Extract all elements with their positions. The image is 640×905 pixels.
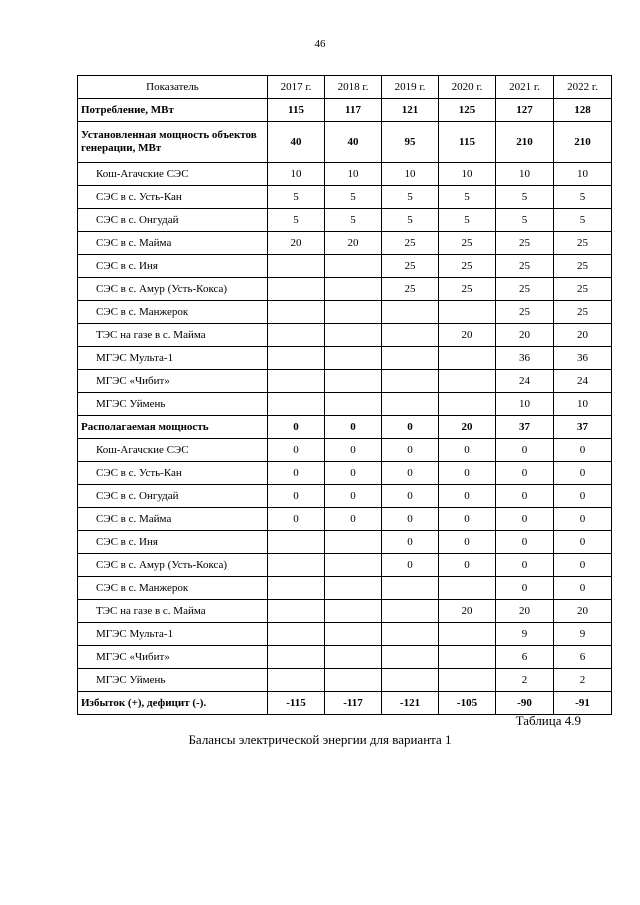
table-header-row	[78, 76, 612, 99]
value-cell: -121	[382, 692, 439, 715]
value-cell	[268, 347, 325, 370]
value-cell: 10	[554, 393, 612, 416]
value-cell	[325, 393, 382, 416]
value-cell: 25	[382, 278, 439, 301]
value-cell: 37	[496, 416, 554, 439]
row-label: СЭС в с. Амур (Усть-Кокса)	[78, 554, 268, 577]
row-label: СЭС в с. Манжерок	[78, 301, 268, 324]
value-cell	[325, 347, 382, 370]
value-cell: 10	[439, 163, 496, 186]
value-cell: 0	[325, 439, 382, 462]
value-cell: 25	[382, 255, 439, 278]
value-cell: 10	[382, 163, 439, 186]
value-cell: 20	[496, 600, 554, 623]
value-cell	[439, 669, 496, 692]
value-cell	[439, 393, 496, 416]
header-year: 2018 г.	[325, 76, 382, 99]
value-cell	[382, 669, 439, 692]
value-cell	[382, 600, 439, 623]
value-cell: 0	[268, 416, 325, 439]
value-cell: 5	[382, 209, 439, 232]
value-cell	[382, 577, 439, 600]
value-cell	[268, 669, 325, 692]
table-row	[78, 209, 612, 232]
header-year: 2020 г.	[439, 76, 496, 99]
value-cell: -105	[439, 692, 496, 715]
value-cell: 25	[496, 301, 554, 324]
row-label: СЭС в с. Усть-Кан	[78, 462, 268, 485]
value-cell: 2	[554, 669, 612, 692]
value-cell	[382, 347, 439, 370]
value-cell: 36	[554, 347, 612, 370]
value-cell: 10	[268, 163, 325, 186]
value-cell: 121	[382, 99, 439, 122]
value-cell: 5	[268, 186, 325, 209]
value-cell: 25	[554, 255, 612, 278]
header-year: 2017 г.	[268, 76, 325, 99]
value-cell: 117	[325, 99, 382, 122]
value-cell: 115	[268, 99, 325, 122]
header-year: 2021 г.	[496, 76, 554, 99]
table-row	[78, 669, 612, 692]
row-label: МГЭС Мульта-1	[78, 347, 268, 370]
value-cell: 0	[268, 508, 325, 531]
value-cell	[268, 623, 325, 646]
value-cell	[268, 600, 325, 623]
row-label: ТЭС на газе в с. Майма	[78, 600, 268, 623]
value-cell	[268, 278, 325, 301]
value-cell: 0	[496, 462, 554, 485]
row-label: МГЭС Уймень	[78, 393, 268, 416]
row-label: СЭС в с. Онгудай	[78, 209, 268, 232]
row-label: Избыток (+), дефицит (-).	[78, 692, 268, 715]
row-label: Располагаемая мощность	[78, 416, 268, 439]
table-row	[78, 485, 612, 508]
value-cell: 0	[268, 485, 325, 508]
header-year: 2019 г.	[382, 76, 439, 99]
row-label: Потребление, МВт	[78, 99, 268, 122]
value-cell	[325, 646, 382, 669]
table-row	[78, 393, 612, 416]
table-row	[78, 278, 612, 301]
balance-table	[77, 75, 612, 715]
row-label: СЭС в с. Амур (Усть-Кокса)	[78, 278, 268, 301]
value-cell	[268, 393, 325, 416]
value-cell	[325, 554, 382, 577]
value-cell	[268, 301, 325, 324]
value-cell	[268, 324, 325, 347]
row-label: Кош-Агачские СЭС	[78, 163, 268, 186]
page-number: 46	[314, 38, 326, 50]
table-row	[78, 577, 612, 600]
row-label: МГЭС «Чибит»	[78, 370, 268, 393]
value-cell: 0	[554, 531, 612, 554]
table-row	[78, 623, 612, 646]
table-row	[78, 324, 612, 347]
value-cell: 5	[439, 209, 496, 232]
value-cell: 25	[439, 255, 496, 278]
table-row	[78, 439, 612, 462]
row-label: МГЭС Уймень	[78, 669, 268, 692]
value-cell: 95	[382, 122, 439, 163]
value-cell: 20	[439, 600, 496, 623]
value-cell: 25	[554, 278, 612, 301]
value-cell	[382, 324, 439, 347]
table-number: Таблица 4.9	[515, 713, 581, 728]
value-cell	[439, 577, 496, 600]
value-cell: 0	[382, 508, 439, 531]
value-cell: 25	[496, 255, 554, 278]
value-cell: 5	[554, 209, 612, 232]
value-cell: 5	[325, 209, 382, 232]
table-row	[78, 508, 612, 531]
value-cell: 37	[554, 416, 612, 439]
value-cell: 20	[439, 324, 496, 347]
value-cell: 0	[268, 439, 325, 462]
row-label: ТЭС на газе в с. Майма	[78, 324, 268, 347]
value-cell	[325, 324, 382, 347]
value-cell: 0	[382, 554, 439, 577]
value-cell: 115	[439, 122, 496, 163]
value-cell: 25	[439, 278, 496, 301]
value-cell	[382, 623, 439, 646]
value-cell: 10	[496, 163, 554, 186]
value-cell	[325, 577, 382, 600]
value-cell: 0	[496, 554, 554, 577]
value-cell: 9	[496, 623, 554, 646]
value-cell: -117	[325, 692, 382, 715]
value-cell	[325, 623, 382, 646]
value-cell: 0	[554, 439, 612, 462]
value-cell	[382, 301, 439, 324]
row-label: СЭС в с. Усть-Кан	[78, 186, 268, 209]
table-row	[78, 163, 612, 186]
value-cell: 0	[325, 416, 382, 439]
row-label: СЭС в с. Иня	[78, 531, 268, 554]
value-cell: 10	[325, 163, 382, 186]
value-cell: 0	[554, 485, 612, 508]
value-cell: 0	[439, 508, 496, 531]
value-cell: 0	[325, 508, 382, 531]
value-cell: 5	[382, 186, 439, 209]
value-cell: 0	[382, 531, 439, 554]
table-row	[78, 370, 612, 393]
header-indicator: Показатель	[78, 76, 268, 99]
value-cell: 0	[554, 462, 612, 485]
table-row	[78, 232, 612, 255]
value-cell	[325, 531, 382, 554]
value-cell	[439, 301, 496, 324]
value-cell	[382, 393, 439, 416]
table-row	[78, 347, 612, 370]
value-cell: 210	[554, 122, 612, 163]
table-row	[78, 554, 612, 577]
value-cell: 6	[496, 646, 554, 669]
value-cell: 9	[554, 623, 612, 646]
value-cell: 25	[496, 278, 554, 301]
value-cell: 0	[496, 508, 554, 531]
row-label: СЭС в с. Онгудай	[78, 485, 268, 508]
value-cell: 25	[439, 232, 496, 255]
value-cell	[268, 531, 325, 554]
value-cell: 6	[554, 646, 612, 669]
value-cell: 125	[439, 99, 496, 122]
value-cell	[268, 370, 325, 393]
value-cell: 0	[439, 462, 496, 485]
value-cell	[325, 255, 382, 278]
value-cell: 5	[439, 186, 496, 209]
value-cell: 5	[268, 209, 325, 232]
row-label: Установленная мощность объектов генерации, МВт	[78, 122, 268, 163]
value-cell	[382, 370, 439, 393]
value-cell: 0	[268, 462, 325, 485]
value-cell: 2	[496, 669, 554, 692]
value-cell: 0	[325, 485, 382, 508]
value-cell: -115	[268, 692, 325, 715]
value-cell: 0	[439, 439, 496, 462]
value-cell: 24	[554, 370, 612, 393]
value-cell: 40	[268, 122, 325, 163]
value-cell: 25	[382, 232, 439, 255]
value-cell: 24	[496, 370, 554, 393]
value-cell: 25	[554, 232, 612, 255]
table-row	[78, 462, 612, 485]
value-cell: 10	[554, 163, 612, 186]
value-cell: 20	[554, 600, 612, 623]
value-cell: 0	[554, 577, 612, 600]
value-cell: 5	[496, 209, 554, 232]
value-cell: 0	[439, 485, 496, 508]
value-cell	[268, 554, 325, 577]
value-cell	[325, 301, 382, 324]
value-cell	[382, 646, 439, 669]
value-cell	[439, 370, 496, 393]
table-row	[78, 301, 612, 324]
table-row	[78, 600, 612, 623]
value-cell	[325, 669, 382, 692]
value-cell: 0	[439, 554, 496, 577]
header-year: 2022 г.	[554, 76, 612, 99]
row-label: Кош-Агачские СЭС	[78, 439, 268, 462]
value-cell: 127	[496, 99, 554, 122]
value-cell: 25	[496, 232, 554, 255]
table-row	[78, 122, 612, 163]
value-cell: 5	[496, 186, 554, 209]
value-cell: 0	[382, 439, 439, 462]
table-caption: Балансы электрической энергии для варианта 1	[188, 732, 452, 747]
value-cell: 0	[382, 462, 439, 485]
value-cell	[325, 278, 382, 301]
table-row	[78, 416, 612, 439]
row-label: МГЭС Мульта-1	[78, 623, 268, 646]
value-cell	[325, 600, 382, 623]
value-cell: 0	[554, 508, 612, 531]
value-cell	[439, 347, 496, 370]
value-cell: 20	[325, 232, 382, 255]
value-cell	[439, 623, 496, 646]
value-cell: 0	[496, 531, 554, 554]
value-cell	[439, 646, 496, 669]
row-label: СЭС в с. Манжерок	[78, 577, 268, 600]
value-cell: -91	[554, 692, 612, 715]
value-cell: -90	[496, 692, 554, 715]
value-cell: 5	[325, 186, 382, 209]
table-row	[78, 692, 612, 715]
row-label: СЭС в с. Майма	[78, 508, 268, 531]
value-cell: 0	[554, 554, 612, 577]
value-cell: 20	[439, 416, 496, 439]
value-cell	[268, 646, 325, 669]
value-cell	[268, 255, 325, 278]
value-cell: 0	[496, 485, 554, 508]
value-cell: 20	[554, 324, 612, 347]
value-cell: 5	[554, 186, 612, 209]
value-cell	[268, 577, 325, 600]
value-cell: 0	[439, 531, 496, 554]
table-row	[78, 531, 612, 554]
table-body	[78, 99, 612, 715]
row-label: СЭС в с. Иня	[78, 255, 268, 278]
value-cell: 0	[382, 485, 439, 508]
value-cell: 0	[325, 462, 382, 485]
row-label: СЭС в с. Майма	[78, 232, 268, 255]
table-row	[78, 186, 612, 209]
table-row	[78, 646, 612, 669]
value-cell: 128	[554, 99, 612, 122]
value-cell: 25	[554, 301, 612, 324]
table-row	[78, 255, 612, 278]
value-cell: 0	[382, 416, 439, 439]
value-cell: 10	[496, 393, 554, 416]
value-cell: 0	[496, 577, 554, 600]
row-label: МГЭС «Чибит»	[78, 646, 268, 669]
table-row	[78, 99, 612, 122]
value-cell: 20	[496, 324, 554, 347]
value-cell: 20	[268, 232, 325, 255]
value-cell: 36	[496, 347, 554, 370]
value-cell: 40	[325, 122, 382, 163]
value-cell: 0	[496, 439, 554, 462]
value-cell: 210	[496, 122, 554, 163]
value-cell	[325, 370, 382, 393]
